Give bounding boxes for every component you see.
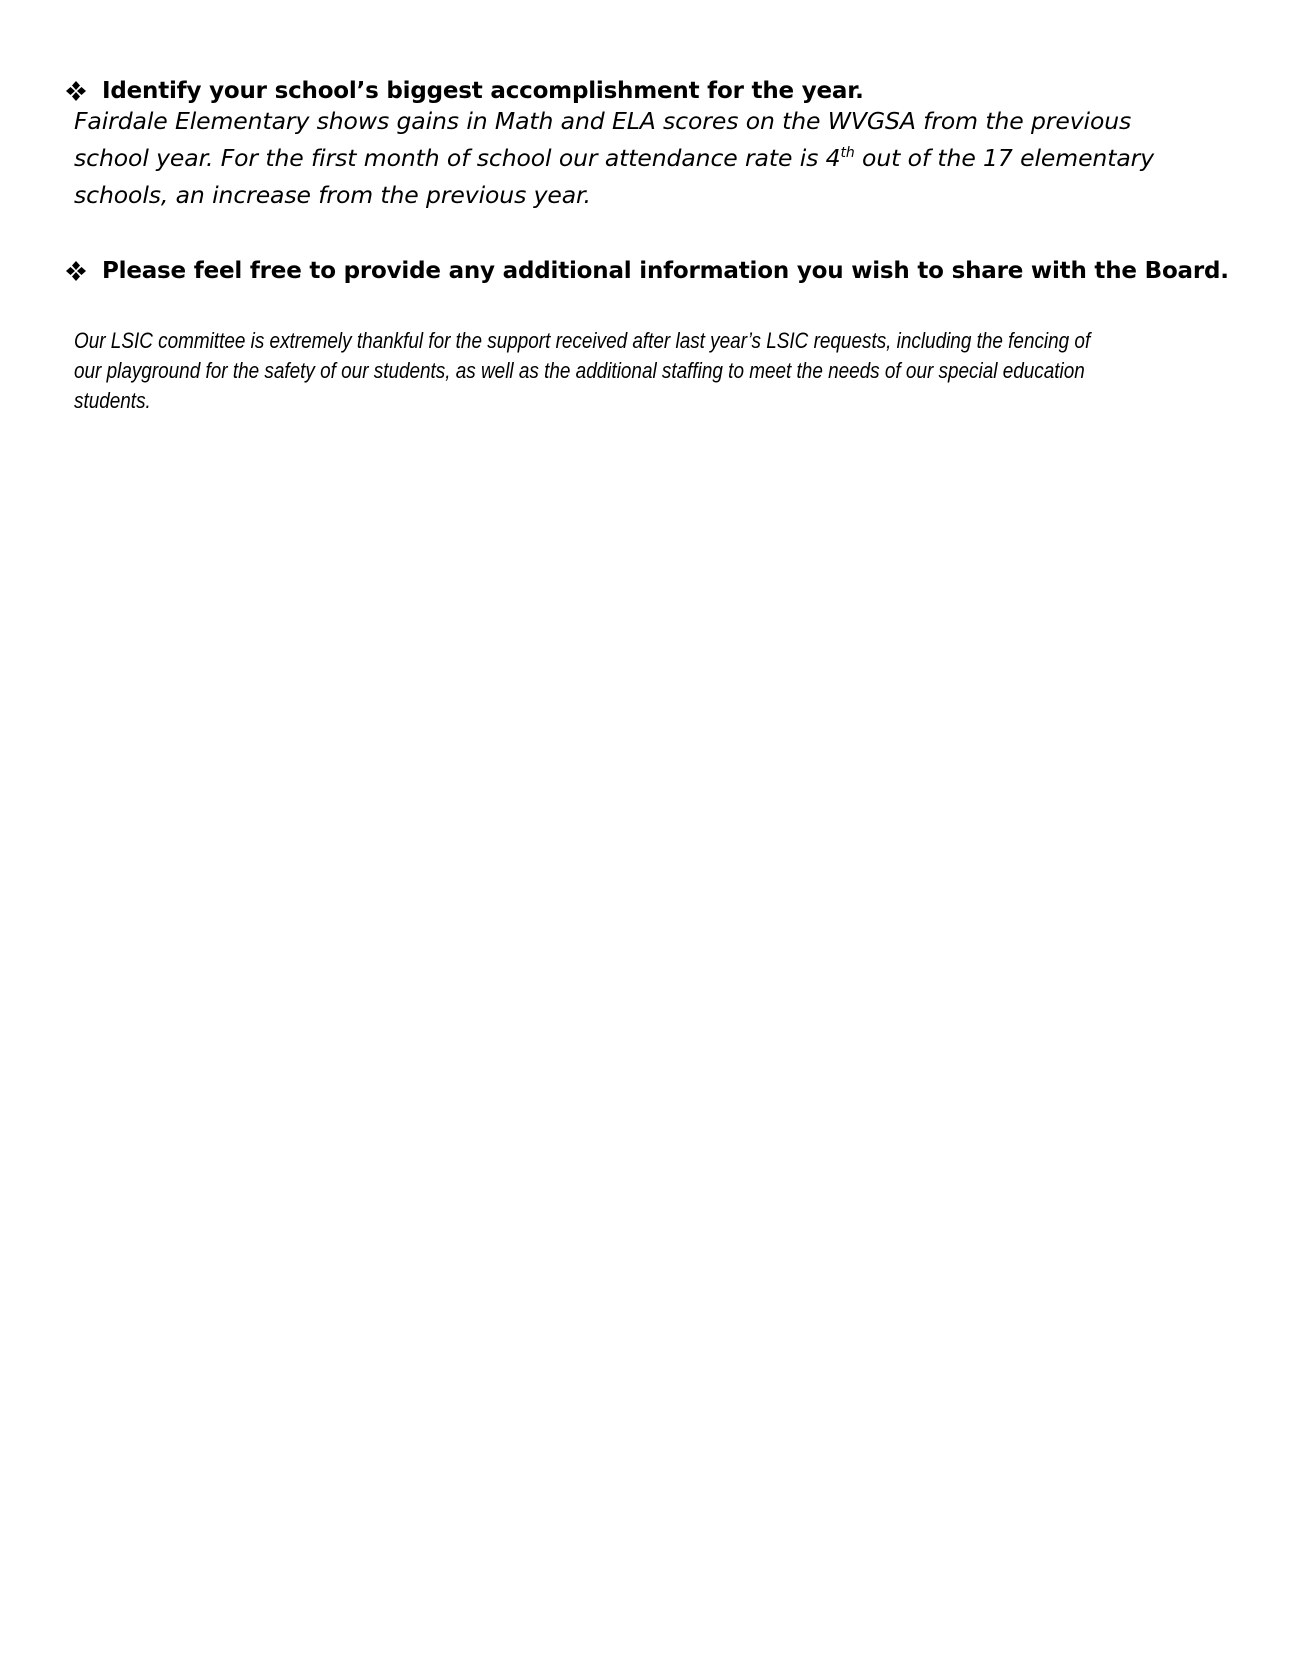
body-line: Fairdale Elementary shows gains in Math and ELA scores on the WVGSA from the previous bbox=[74, 107, 1132, 135]
ordinal-suffix: th bbox=[840, 145, 855, 161]
body-line bbox=[74, 140, 1234, 177]
body-line: Our LSIC committee is extremely thankful for the support received after last year’s LSIC requests, including the fencing of bbox=[74, 328, 1091, 353]
four-diamond-bullet-icon bbox=[66, 81, 86, 101]
section-heading: Please feel free to provide any additional information you wish to share with the Board. bbox=[102, 258, 1229, 284]
body-text: out of the 17 elementary bbox=[854, 144, 1155, 172]
body-line: schools, an increase from the previous year. bbox=[74, 181, 591, 209]
body-line: our playground for the safety of our students, as well as the additional staffing to meet the needs of our special education bbox=[74, 358, 1085, 383]
four-diamond-bullet-icon bbox=[66, 261, 86, 281]
section-heading-row bbox=[66, 76, 864, 106]
section-heading: Identify your school’s biggest accomplishment for the year. bbox=[102, 78, 864, 104]
body-text: school year. For the first month of school our attendance rate is 4 bbox=[74, 144, 841, 172]
section-body bbox=[74, 326, 1224, 416]
section-body bbox=[74, 103, 1234, 214]
section-heading-row bbox=[66, 256, 1229, 286]
body-line: students. bbox=[74, 388, 151, 413]
